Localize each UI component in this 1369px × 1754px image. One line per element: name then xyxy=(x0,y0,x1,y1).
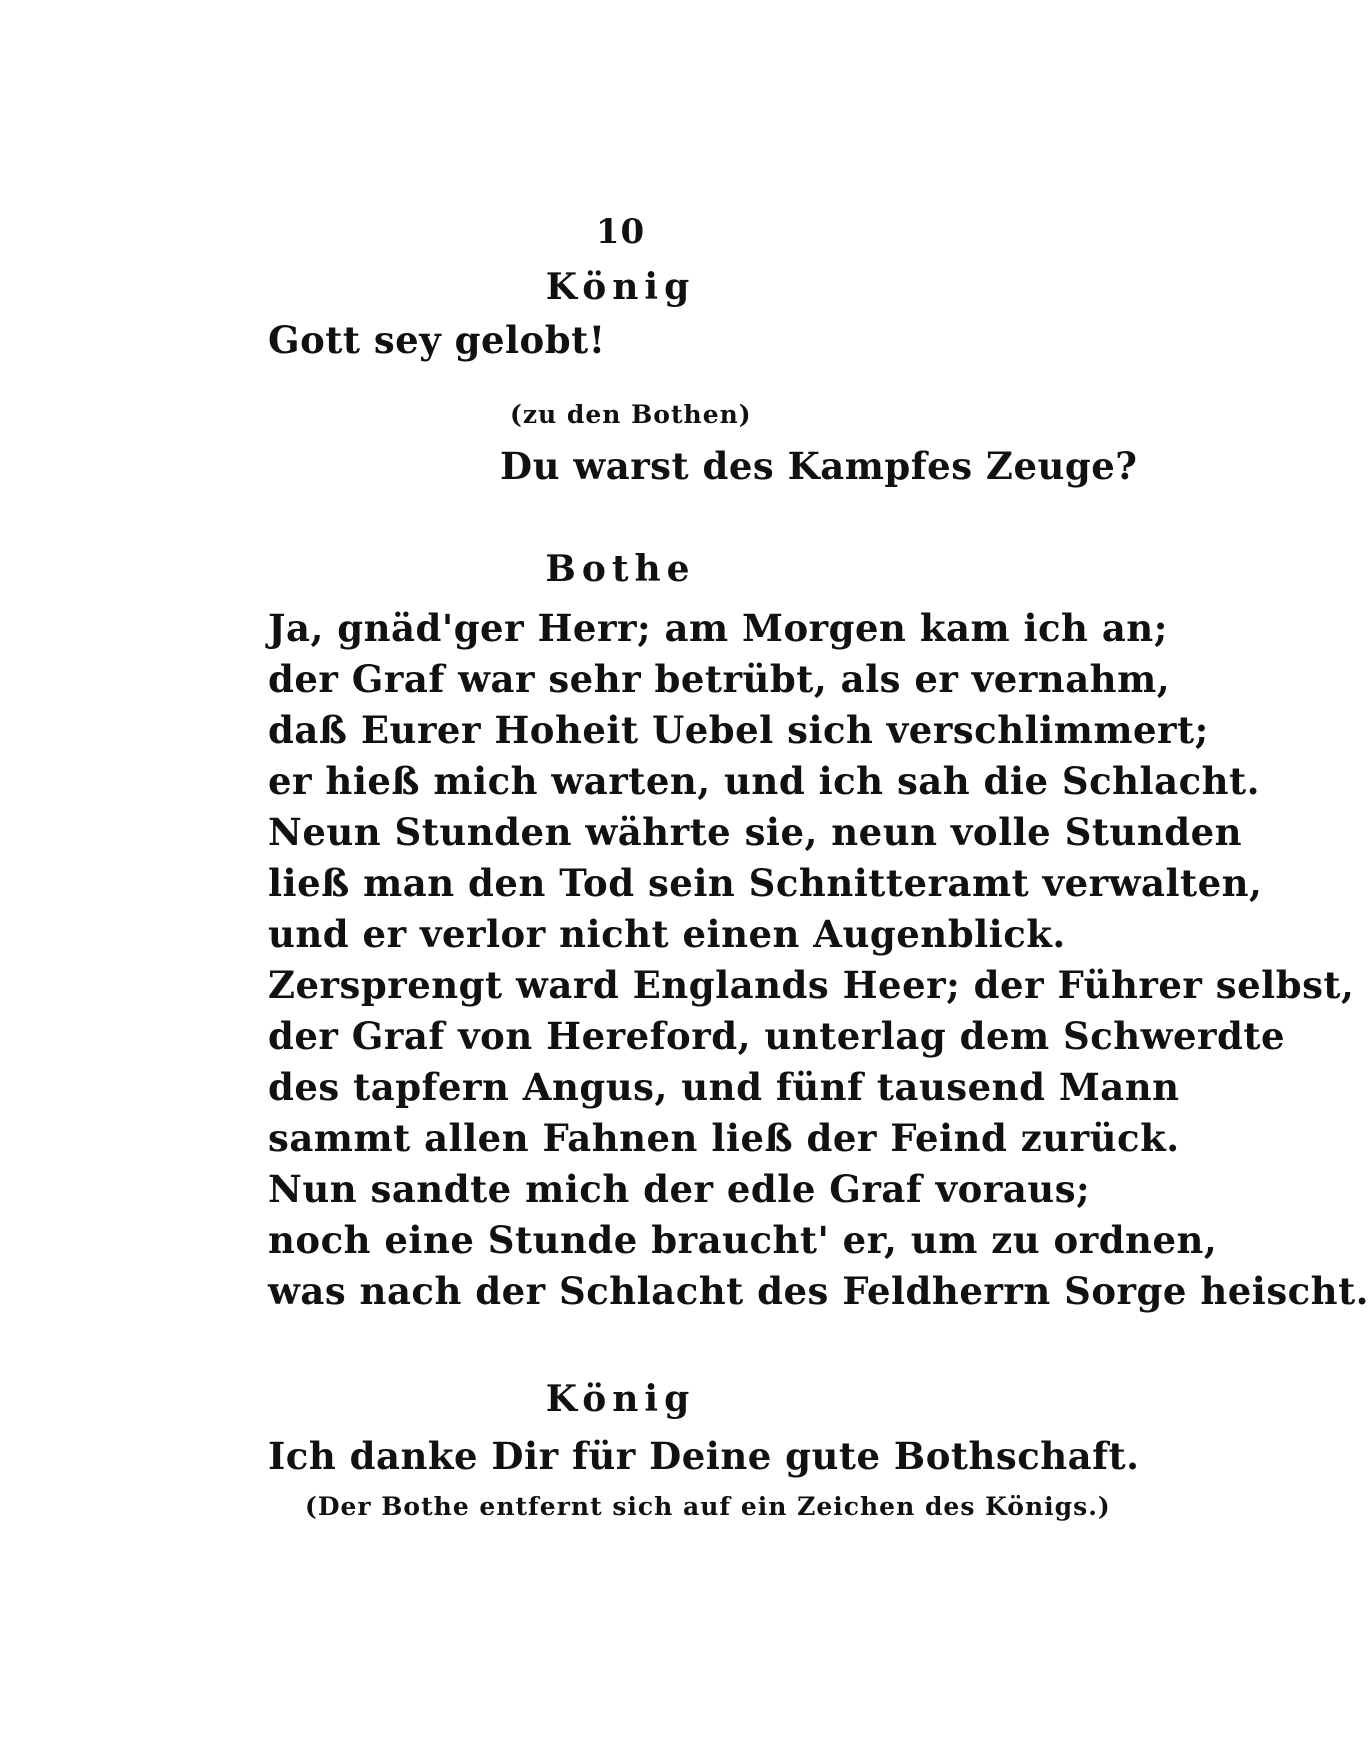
verse-line: Zersprengt ward Englands Heer; der Führer selbst, xyxy=(268,963,1355,1007)
verse-line: der Graf war sehr betrübt, als er vernahm, xyxy=(268,657,1171,701)
verse-line: Nun sandte mich der edle Graf voraus; xyxy=(268,1167,1091,1211)
verse-line: Ich danke Dir für Deine gute Bothschaft. xyxy=(268,1434,1140,1478)
speaker-name-koenig: König xyxy=(545,266,696,308)
stage-direction: (Der Bothe entfernt sich auf ein Zeichen des Königs.) xyxy=(305,1492,1111,1521)
verse-line: Gott sey gelobt! xyxy=(268,318,606,362)
verse-line: was nach der Schlacht des Feldherrn Sorge heischt. xyxy=(268,1269,1369,1313)
verse-line: sammt allen Fahnen ließ der Feind zurück. xyxy=(268,1116,1180,1160)
verse-line: noch eine Stunde braucht' er, um zu ordnen, xyxy=(268,1218,1218,1262)
verse-line: ließ man den Tod sein Schnitteramt verwalten, xyxy=(268,861,1263,905)
stage-direction: (zu den Bothen) xyxy=(510,400,752,429)
speaker-name-koenig: König xyxy=(545,1378,696,1420)
page-number: 10 xyxy=(595,212,646,252)
speaker-name-bothe: Bothe xyxy=(545,548,696,590)
verse-line: und er verlor nicht einen Augenblick. xyxy=(268,912,1066,956)
verse-line: Neun Stunden währte sie, neun volle Stunden xyxy=(268,810,1243,854)
verse-line: der Graf von Hereford, unterlag dem Schwerdte xyxy=(268,1014,1286,1058)
verse-line: daß Eurer Hoheit Uebel sich verschlimmert; xyxy=(268,708,1209,752)
verse-line: Du warst des Kampfes Zeuge? xyxy=(500,444,1138,488)
verse-line: des tapfern Angus, und fünf tausend Mann xyxy=(268,1065,1180,1109)
verse-line: er hieß mich warten, und ich sah die Schlacht. xyxy=(268,759,1260,803)
verse-line: Ja, gnäd'ger Herr; am Morgen kam ich an; xyxy=(268,606,1168,650)
